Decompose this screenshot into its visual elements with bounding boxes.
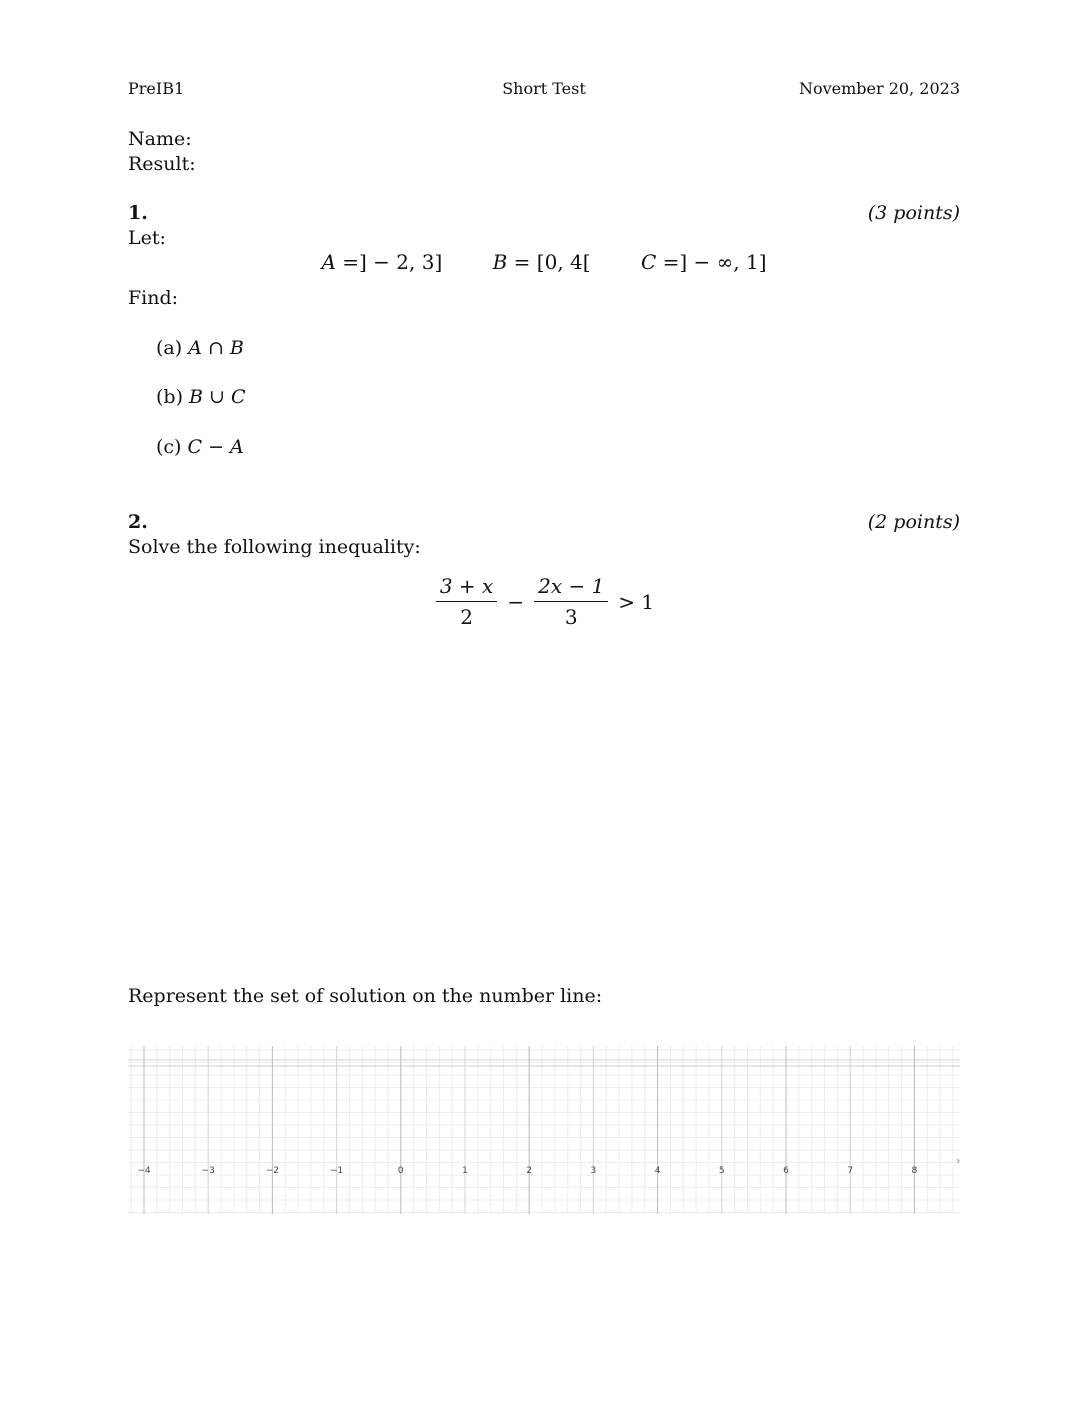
set-a-definition: A =] − 2, 3]	[321, 250, 443, 274]
item-b: (b) B ∪ C	[156, 386, 246, 408]
fraction-1-numerator: 3 + x	[436, 574, 497, 602]
tick-label: 3	[590, 1166, 597, 1176]
item-a: (a) A ∩ B	[156, 337, 244, 359]
name-label: Name:	[128, 128, 192, 150]
number-line-grid[interactable]	[128, 1046, 960, 1214]
axis-arrow-icon: ›	[956, 1154, 960, 1167]
set-b-definition: B = [0, 4[	[492, 250, 591, 274]
question-1-points: (3 points)	[867, 202, 960, 224]
fraction-2-numerator: 2x − 1	[534, 574, 608, 602]
tick-label: 1	[462, 1166, 468, 1176]
question-1-number: 1.	[128, 202, 148, 224]
numberline-prompt: Represent the set of solution on the number line:	[128, 985, 603, 1007]
tick-label: −1	[329, 1166, 344, 1176]
minus-sign: −	[507, 589, 525, 614]
question-2-number: 2.	[128, 511, 148, 533]
question-2-prompt: Solve the following inequality:	[128, 536, 421, 558]
course-name: PreIB1	[128, 79, 185, 98]
set-definitions	[0, 250, 1088, 274]
tick-label: −3	[201, 1166, 215, 1176]
fraction-2	[534, 574, 608, 629]
tick-label: 4	[654, 1166, 661, 1176]
tick-label: 6	[783, 1166, 789, 1176]
tick-label: −2	[265, 1166, 280, 1176]
major-grid-lines	[128, 1046, 960, 1214]
tick-label: 0	[397, 1166, 404, 1176]
question-1-intro: Let:	[128, 227, 166, 249]
test-date: November 20, 2023	[798, 79, 960, 98]
test-title: Short Test	[502, 79, 586, 98]
minor-grid-lines	[128, 1046, 960, 1214]
tick-label: 7	[847, 1166, 854, 1176]
fraction-1-denominator: 2	[460, 605, 473, 629]
inequality	[0, 574, 1088, 629]
question-2-points: (2 points)	[867, 511, 960, 533]
fraction-1	[436, 574, 497, 629]
result-label: Result:	[128, 153, 196, 175]
find-label: Find:	[128, 287, 179, 309]
tick-label: 8	[911, 1166, 918, 1176]
tick-label: −4	[137, 1166, 151, 1176]
fraction-2-denominator: 3	[564, 605, 578, 629]
tick-label: 5	[718, 1166, 725, 1176]
tick-label: 2	[526, 1166, 533, 1176]
inequality-rhs: > 1	[618, 589, 655, 614]
item-c: (c) C − A	[156, 436, 244, 458]
set-c-definition: C =] − ∞, 1]	[640, 250, 767, 274]
